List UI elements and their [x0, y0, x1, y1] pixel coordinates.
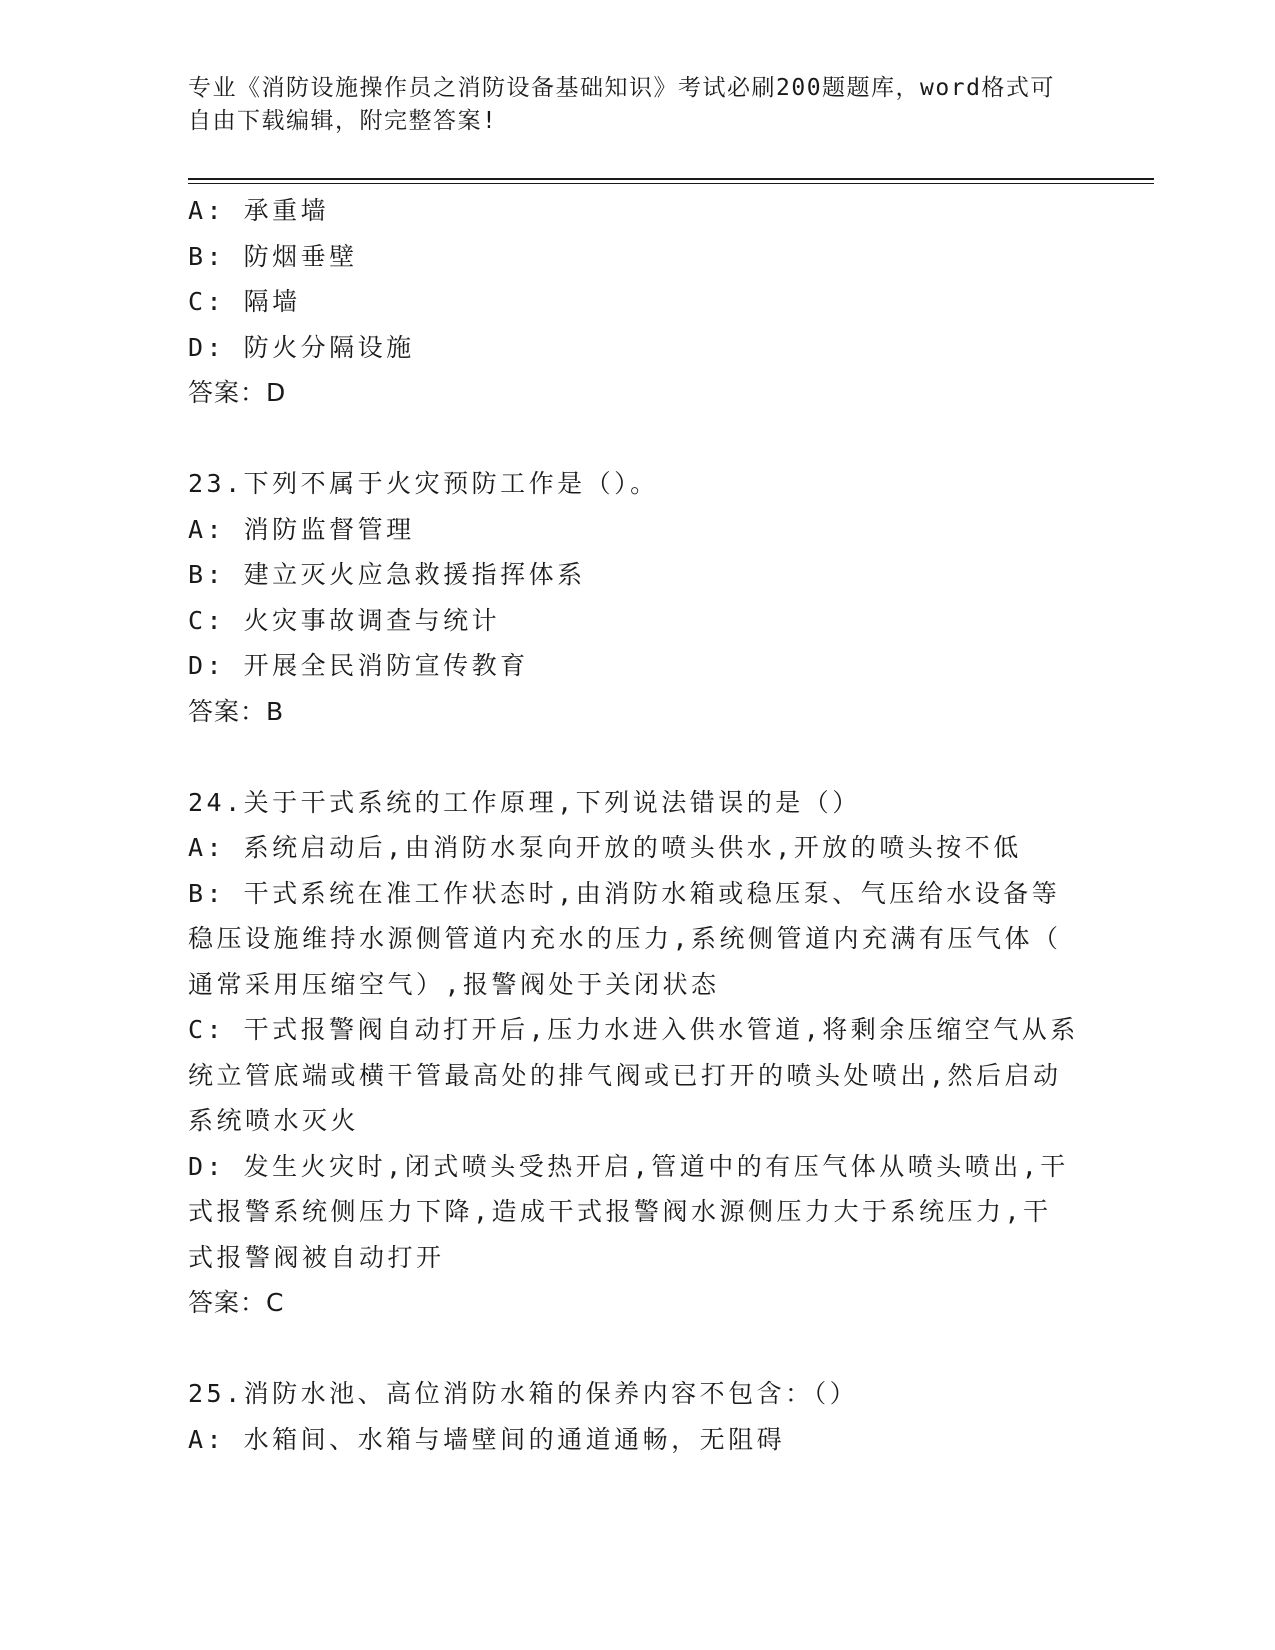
answer: 答案：B — [188, 696, 285, 726]
option-b-line-1: B: 干式系统在准工作状态时,由消防水箱或稳压泵、气压给水设备等 — [188, 878, 1061, 908]
option-d: D: 防火分隔设施 — [188, 332, 415, 362]
option-a: A: 系统启动后,由消防水泵向开放的喷头供水,开放的喷头按不低 — [188, 833, 1022, 862]
question-25 — [188, 1371, 1088, 1462]
document-header: 专业《消防设施操作员之消防设备基础知识》考试必刷200题题库，word格式可自由下载编辑，附完整答案! — [188, 75, 1055, 134]
spacer — [188, 1326, 1088, 1372]
option-c: C: 隔墙 — [188, 287, 301, 316]
spacer — [188, 734, 1088, 780]
option-d-line-2: 式报警系统侧压力下降,造成干式报警阀水源侧压力大于系统压力,干 — [188, 1197, 1052, 1226]
option-b-line-3: 通常采用压缩空气）,报警阀处于关闭状态 — [188, 969, 720, 999]
option-a: A: 水箱间、水箱与墙壁间的通道通畅，无阻碍 — [188, 1424, 786, 1454]
question-text: 23.下列不属于火灾预防工作是（）。 — [188, 469, 659, 498]
option-b: B: 防烟垂壁 — [188, 241, 358, 271]
option-c-line-1: C: 干式报警阀自动打开后,压力水进入供水管道,将剩余压缩空气从系 — [188, 1015, 1079, 1044]
option-a: A: 承重墙 — [188, 196, 330, 225]
option-c-line-2: 统立管底端或横干管最高处的排气阀或已打开的喷头处喷出,然后启动 — [188, 1060, 1062, 1090]
spacer — [188, 416, 1088, 462]
option-c-line-3: 系统喷水灭火 — [188, 1106, 360, 1135]
question-text: 24.关于干式系统的工作原理,下列说法错误的是（） — [188, 787, 861, 817]
question-24 — [188, 780, 1088, 1326]
answer: 答案：D — [188, 378, 287, 407]
question-text: 25.消防水池、高位消防水箱的保养内容不包含：（） — [188, 1379, 859, 1408]
answer: 答案：C — [188, 1288, 285, 1317]
option-b-line-2: 稳压设施维持水源侧管道内充水的压力,系统侧管道内充满有压气体（ — [188, 924, 1062, 953]
question-23 — [188, 461, 1088, 734]
question-list — [188, 188, 1088, 1462]
header-divider-thin — [188, 183, 1154, 184]
option-a: A: 消防监督管理 — [188, 514, 415, 544]
header-divider-thick — [188, 178, 1154, 180]
option-c: C: 火灾事故调查与统计 — [188, 605, 501, 635]
option-d-line-3: 式报警阀被自动打开 — [188, 1242, 445, 1272]
question-22 — [188, 188, 1088, 416]
option-d-line-1: D: 发生火灾时,闭式喷头受热开启,管道中的有压气体从喷头喷出,干 — [188, 1151, 1069, 1181]
option-d: D: 开展全民消防宣传教育 — [188, 651, 529, 680]
option-b: B: 建立灭火应急救援指挥体系 — [188, 560, 586, 589]
